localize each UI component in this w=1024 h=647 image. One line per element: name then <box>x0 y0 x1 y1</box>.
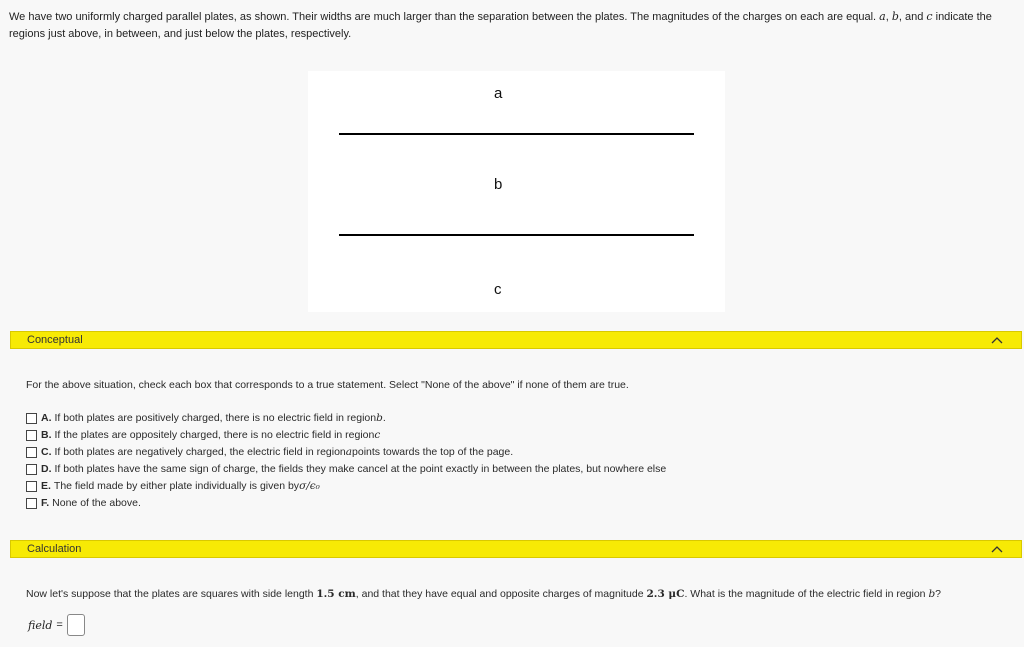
problem-statement <box>9 8 1009 43</box>
answer-label: field <box>28 618 53 632</box>
var-c: c <box>926 10 933 23</box>
option-a[interactable] <box>26 412 386 424</box>
region-label-a: a <box>494 85 503 102</box>
chevron-up-icon[interactable] <box>991 335 1003 345</box>
option-c[interactable] <box>26 446 513 458</box>
option-b[interactable] <box>26 429 380 441</box>
checkbox-b[interactable] <box>26 430 37 441</box>
calculation-section-header[interactable] <box>10 540 1022 558</box>
conceptual-question: For the above situation, check each box that corresponds to a true statement. Select "None of the above" if none of them are true. <box>26 379 629 391</box>
option-e[interactable] <box>26 480 320 492</box>
option-var: a <box>345 446 353 458</box>
bottom-plate <box>339 234 694 236</box>
option-letter: D. <box>41 463 52 475</box>
answer-row <box>28 614 85 636</box>
option-text: The field made by either plate individually is given by <box>53 480 300 492</box>
calc-text: ? <box>935 588 942 600</box>
calc-text: Now let's suppose that the plates are squares with side length <box>26 588 317 600</box>
charge-value: 2.3 μC <box>646 588 685 600</box>
option-text: If both plates are positively charged, there is no electric field in region <box>54 412 377 424</box>
option-d[interactable] <box>26 463 666 475</box>
intro-text: We have two uniformly charged parallel plates, as shown. Their widths are much larger than the separation between the plates. The magnitudes of the charges on each are equal. <box>9 11 880 23</box>
checkbox-f[interactable] <box>26 498 37 509</box>
region-label-b: b <box>494 176 503 193</box>
option-text: If both plates have the same sign of charge, the fields they make cancel at the point exactly in between the plates, but nowhere else <box>54 463 667 475</box>
option-var: σ/ϵ₀ <box>299 480 320 492</box>
checkbox-a[interactable] <box>26 413 37 424</box>
equals-sign: = <box>56 619 63 631</box>
option-letter: B. <box>41 429 52 441</box>
intro-sep: , and <box>898 11 927 23</box>
calc-text: , and that they have equal and opposite charges of magnitude <box>355 588 647 600</box>
option-letter: E. <box>41 480 51 492</box>
option-letter: F. <box>41 497 50 509</box>
chevron-up-icon[interactable] <box>991 544 1003 554</box>
conceptual-section-header[interactable] <box>10 331 1022 349</box>
option-var: b <box>376 412 383 424</box>
var-a: a <box>879 10 886 23</box>
field-answer-input[interactable] <box>67 614 85 636</box>
plates-figure <box>308 71 725 312</box>
calculation-title: Calculation <box>27 543 82 555</box>
option-tail: . <box>382 412 386 424</box>
option-text: None of the above. <box>52 497 141 509</box>
checkbox-e[interactable] <box>26 481 37 492</box>
option-var: c <box>374 429 381 441</box>
top-plate <box>339 133 694 135</box>
checkbox-c[interactable] <box>26 447 37 458</box>
var-b: b <box>891 10 899 23</box>
intro-sep: , <box>885 11 892 23</box>
option-f[interactable] <box>26 497 141 509</box>
conceptual-title: Conceptual <box>27 334 83 346</box>
intro-text: indicate the regions just above, in between, and just below the plates, respectively. <box>9 11 992 40</box>
option-letter: A. <box>41 412 52 424</box>
side-length-value: 1.5 cm <box>316 588 356 600</box>
region-label-c: c <box>494 281 502 298</box>
calc-text: . What is the magnitude of the electric field in region <box>684 588 929 600</box>
option-text: If both plates are negatively charged, the electric field in region <box>54 446 346 458</box>
option-tail: points towards the top of the page. <box>352 446 514 458</box>
option-letter: C. <box>41 446 52 458</box>
calculation-question <box>26 588 941 600</box>
checkbox-d[interactable] <box>26 464 37 475</box>
option-text: If the plates are oppositely charged, there is no electric field in region <box>54 429 375 441</box>
region-var: b <box>928 588 936 600</box>
